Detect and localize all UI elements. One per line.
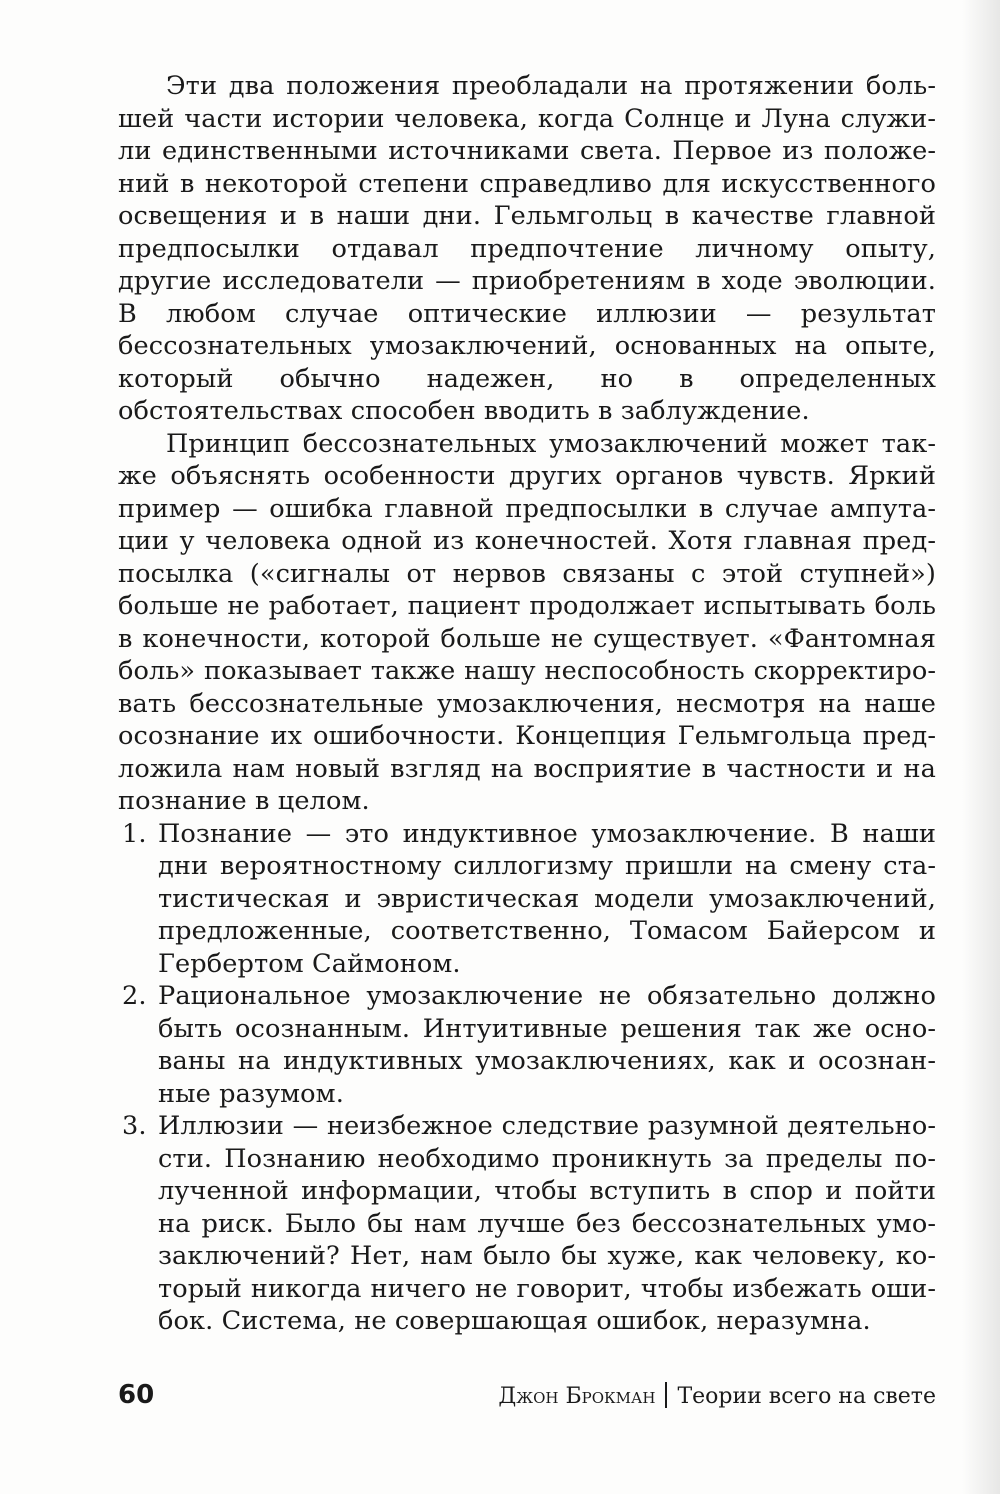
running-title-book: Теории всего на свете (677, 1384, 936, 1409)
list-item (118, 1110, 936, 1338)
body-text (118, 70, 936, 1338)
list-item-number: 1. (122, 818, 147, 849)
paragraph-1: Эти два положения преобладали на протяжении большей части истории человека, когда Солнце и Луна служили единственными источниками света. Первое из положений в некоторой степени справедливо для искусственного освещения и в наши дни. Гельмгольц в качестве главной предпосылки отдавал предпочтение личному опыту, другие исследователи — приобретениям в ходе эволюции. В любом случае оптические иллюзии — результат бессознательных умозаключений, основанных на опыте, который обычно надежен, но в определенных обстоятельствах способен вводить в заблуждение. (118, 71, 936, 426)
list-item-number: 2. (122, 981, 147, 1011)
numbered-list (118, 818, 936, 1338)
list-item-text: Познание — это индуктивное умозаключение. В наши дни вероятностному силлогизму пришли на смену статистическая и эвристическая модели умозаключений, предложенные, соответственно, Томасом Байерсом и Гербертом Саймоном. (158, 818, 936, 979)
page-number: 60 (118, 1380, 155, 1410)
list-item-text: Рациональное умозаключение не обязательно должно быть осознанным. Интуитивные решения так же основаны на индуктивных умозаключениях, как и осознанные разумом. (158, 981, 936, 1109)
list-item-text: Иллюзии — неизбежное следствие разумной деятельности. Познанию необходимо проникнуть за пределы полученной информации, чтобы вступить в спор и пойти на риск. Было бы нам лучше без бессознательных умозаключений? Нет, нам было бы хуже, как человеку, который никогда ничего не говорит, чтобы избежать ошибок. Система, не совершающая ошибок, неразумна. (158, 1111, 936, 1336)
running-title (498, 1382, 936, 1409)
page-footer (118, 1380, 936, 1420)
running-title-author: Джон Брокман (498, 1384, 656, 1409)
list-item-number: 3. (122, 1111, 147, 1141)
running-title-separator (665, 1382, 667, 1408)
page-edge-shadow (962, 0, 1000, 1494)
list-item (118, 818, 936, 981)
list-item (118, 980, 936, 1110)
paragraph-2: Принцип бессознательных умозаключений может также объяснять особенности других органов чувств. Яркий пример — ошибка главной предпосылки в случае ампутации у человека одной из конечностей. Хотя главная предпосылка («сигналы от нервов связаны с этой ступней») больше не работает, пациент продолжает испытывать боль в конечности, которой больше не существует. «Фантомная боль» показывает также нашу неспособность скорректировать бессознательные умозаключения, несмотря на наше осознание их ошибочности. Концепция Гельмгольца предложила нам новый взгляд на восприятие в частности и на познание в целом. (118, 428, 936, 816)
